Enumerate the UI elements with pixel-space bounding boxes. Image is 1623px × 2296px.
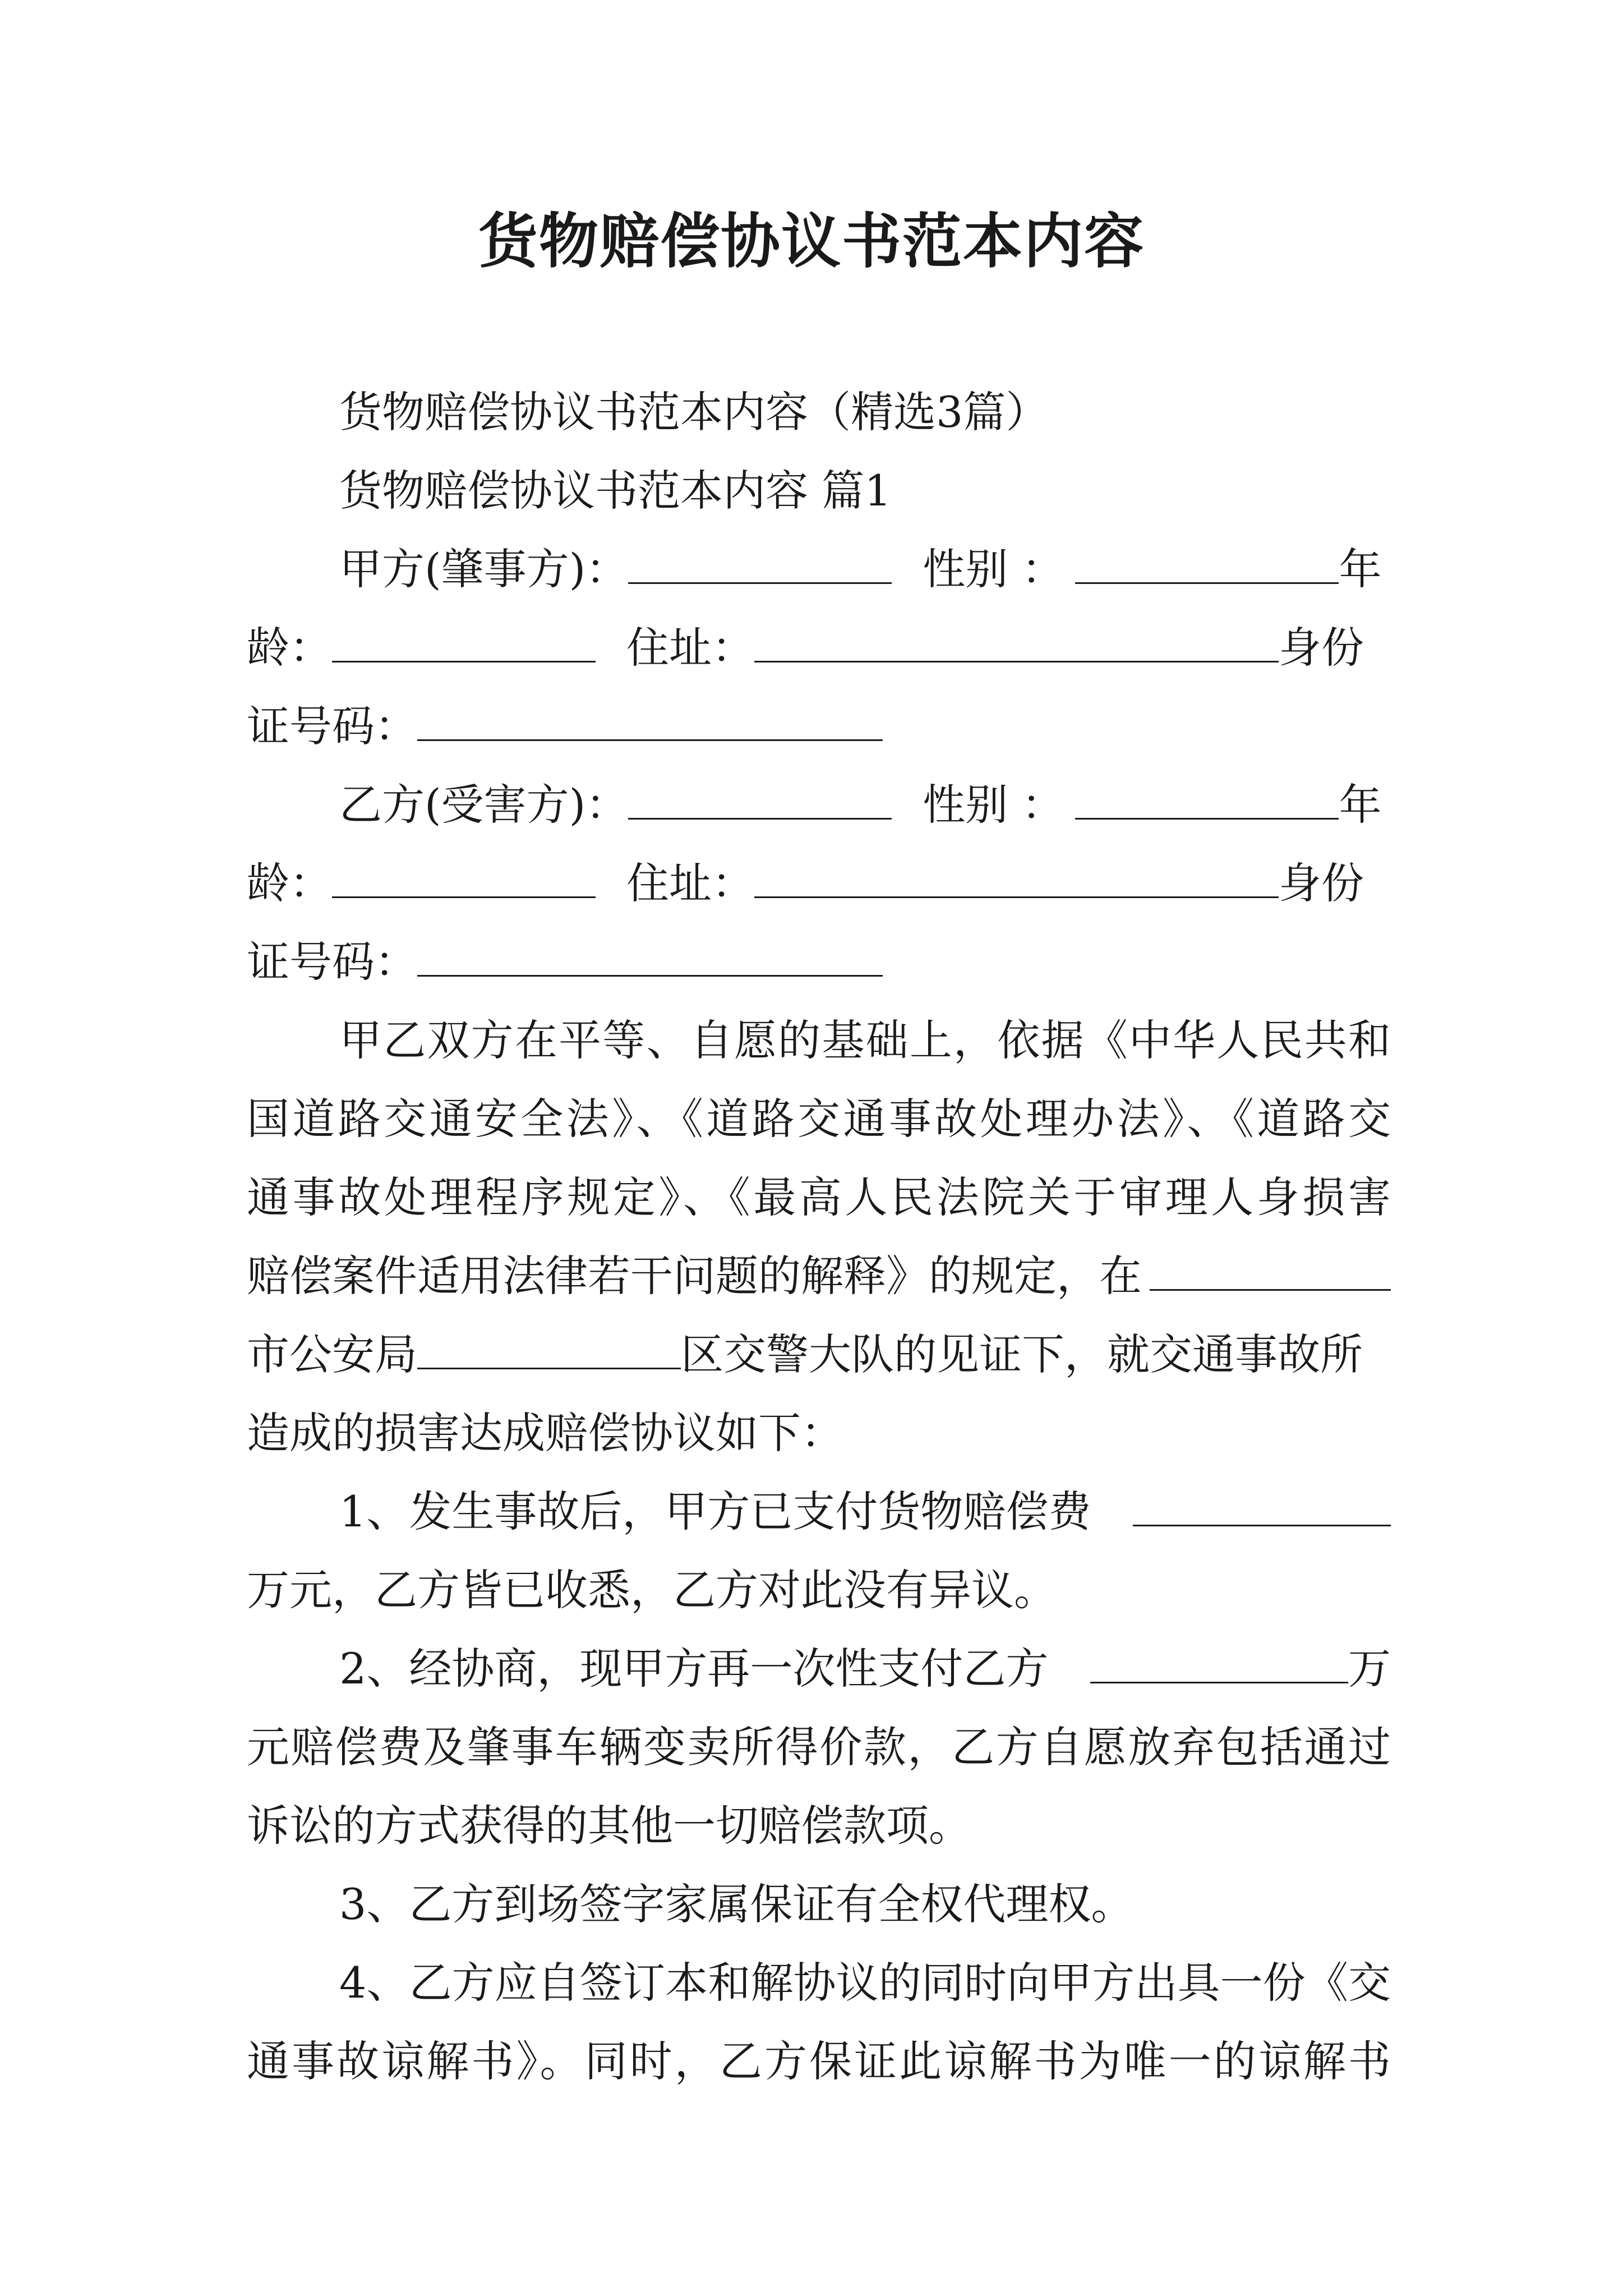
party-a-gender-label: 性别 ： [923, 544, 1064, 594]
party-a-address-label: 住址： [626, 623, 754, 673]
clause-4-text-1: 4、乙方应自签订本和解协议的同时向甲方出具一份《交 [339, 1958, 1391, 2008]
clause-1-text-1: 1、发生事故后，甲方已支付货物赔偿费 [339, 1487, 1091, 1536]
clause-2-line-1 [339, 1635, 1391, 1703]
party-b-gender-field[interactable] [1075, 779, 1339, 820]
party-b-name-field[interactable] [628, 779, 892, 820]
party-a-address-field[interactable] [754, 622, 1279, 662]
party-a-line-2 [247, 614, 1391, 682]
party-a-line-1 [339, 536, 1391, 603]
clause-4-text-2: 通事故谅解书》。同时，乙方保证此谅解书为唯一的谅解书 [247, 2036, 1394, 2086]
party-a-name-field[interactable] [628, 543, 892, 584]
party-b-gender-label: 性别 ： [923, 780, 1064, 830]
party-a-id-label-1: 身份 [1279, 623, 1364, 673]
preamble-text-6: 造成的损害达成赔偿协议如下： [247, 1408, 843, 1458]
clause-1-amount-field[interactable] [1133, 1485, 1391, 1526]
preamble-line-4 [247, 1243, 1391, 1310]
preamble-text-2: 国道路交通安全法》、《道路交通事故处理办法》、《道路交 [247, 1094, 1394, 1144]
preamble-line-2 [247, 1085, 1394, 1153]
section-heading-text: 货物赔偿协议书范本内容 篇1 [339, 466, 892, 516]
clause-2-text-3: 诉讼的方式获得的其他一切赔偿款项。 [247, 1801, 971, 1851]
preamble-text-3: 通事故处理程序规定》、《最高人民法院关于审理人身损害 [247, 1172, 1394, 1222]
preamble-text-5a: 市公安局 [247, 1329, 417, 1379]
preamble-text-5b: 区交警大队的见证下，就交通事故所 [681, 1329, 1363, 1379]
party-b-line-3 [247, 928, 1391, 996]
document-subtitle [339, 379, 1391, 446]
party-b-id-label-2: 证号码： [247, 937, 417, 987]
preamble-line-5 [247, 1321, 1391, 1388]
clause-2-text-1b: 万 [1348, 1644, 1391, 1694]
clause-4-line-1 [339, 1949, 1391, 2017]
party-a-age-label-1: 年 [1339, 544, 1382, 594]
preamble-city-field[interactable] [1150, 1250, 1391, 1291]
party-a-age-label-2: 龄： [247, 623, 332, 673]
preamble-district-field[interactable] [417, 1328, 681, 1369]
clause-2-amount-field[interactable] [1090, 1642, 1348, 1683]
preamble-text-4: 赔偿案件适用法律若干问题的解释》的规定，在 [247, 1251, 1142, 1301]
party-a-id-label-2: 证号码： [247, 701, 417, 751]
party-b-address-field[interactable] [754, 857, 1279, 898]
party-b-line-1 [339, 771, 1391, 839]
party-b-age-field[interactable] [332, 857, 596, 898]
preamble-line-3 [247, 1164, 1394, 1231]
party-b-line-2 [247, 850, 1391, 917]
preamble-text-1: 甲乙双方在平等、自愿的基础上，依据《中华人民共和 [339, 1015, 1393, 1065]
party-b-age-label-2: 龄： [247, 858, 332, 908]
clause-4-line-2 [247, 2028, 1394, 2095]
party-b-id-field[interactable] [417, 936, 883, 977]
party-b-age-label-1: 年 [1339, 780, 1382, 830]
clause-1-line-2 [247, 1557, 1391, 1624]
clause-3-text-1: 3、乙方到场签字家属保证有全权代理权。 [339, 1879, 1134, 1929]
clause-1-text-2: 万元，乙方皆已收悉，乙方对此没有异议。 [247, 1565, 1057, 1615]
clause-2-line-2 [247, 1714, 1391, 1781]
subtitle-text: 货物赔偿协议书范本内容（精选3篇） [339, 387, 1049, 437]
party-a-age-field[interactable] [332, 622, 596, 662]
party-b-id-label-1: 身份 [1279, 858, 1364, 908]
document-title: 货物赔偿协议书范本内容 [478, 206, 1145, 276]
section-heading [339, 457, 1391, 524]
clause-3-line-1 [339, 1871, 1391, 1938]
clause-2-text-1a: 2、经协商，现甲方再一次性支付乙方 [339, 1644, 1049, 1694]
preamble-line-1 [339, 1007, 1391, 1074]
party-b-address-label: 住址： [626, 858, 754, 908]
clause-1-line-1 [339, 1478, 1391, 1545]
party-a-gender-field[interactable] [1075, 543, 1339, 584]
party-a-id-field[interactable] [417, 700, 883, 741]
party-b-name-label: 乙方(受害方)： [339, 780, 629, 830]
party-a-line-3 [247, 693, 1391, 760]
party-a-name-label: 甲方(肇事方)： [339, 544, 629, 594]
preamble-line-6 [247, 1400, 1391, 1467]
clause-2-line-3 [247, 1792, 1391, 1860]
clause-2-text-2: 元赔偿费及肇事车辆变卖所得价款，乙方自愿放弃包括通过 [247, 1722, 1393, 1772]
